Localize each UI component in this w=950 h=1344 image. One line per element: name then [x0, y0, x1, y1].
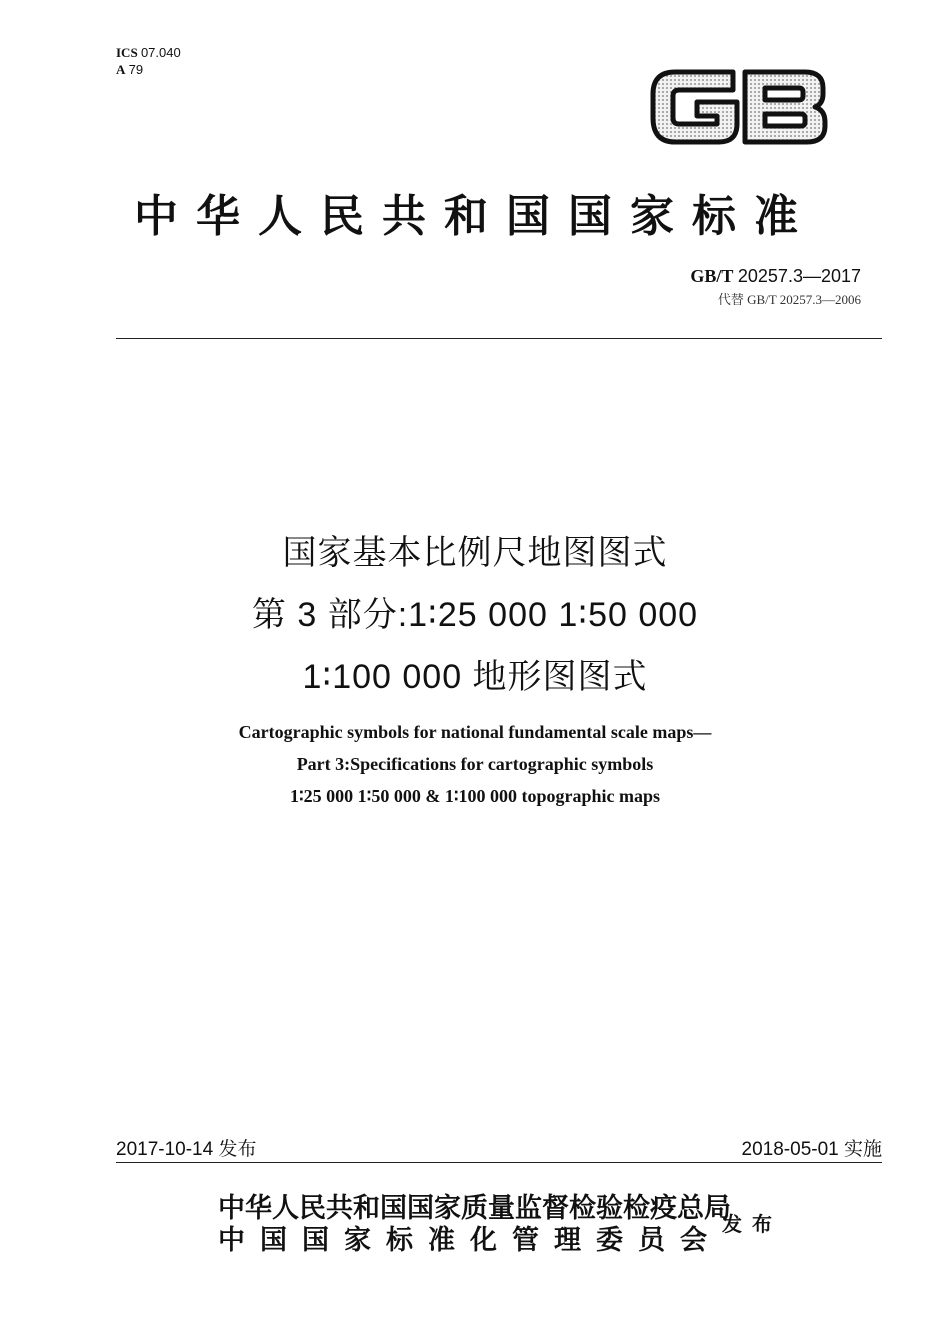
- standard-number: [690, 266, 861, 287]
- standard-code-number: 20257.3—2017: [737, 266, 861, 286]
- ics-label: ICS: [116, 45, 138, 60]
- english-title-line-3: 1∶25 000 1∶50 000 & 1∶100 000 topographic maps: [289, 786, 661, 806]
- standard-code-prefix: GB/T: [690, 266, 734, 286]
- ics-line: [116, 44, 181, 61]
- ics-code: 07.040: [140, 45, 181, 60]
- publish-label: 发布: [722, 1214, 782, 1236]
- chinese-title-line-1: 国家基本比例尺地图图式: [282, 534, 668, 572]
- english-title-line-1: Cartographic symbols for national fundamental scale maps—: [238, 722, 712, 742]
- issuing-authorities: [218, 1192, 731, 1256]
- ccs-line: [116, 61, 181, 78]
- gb-logo: [645, 58, 831, 154]
- issuer-line-2: 中国国家标准化管理委员会: [218, 1225, 722, 1255]
- standard-code-block: [690, 266, 861, 308]
- top-divider: [116, 338, 882, 339]
- bottom-divider: [116, 1162, 882, 1163]
- classification-codes: [116, 44, 181, 78]
- ccs-code: 79: [128, 62, 144, 77]
- national-standard-title: 中华人民共和国国家标准: [134, 192, 816, 241]
- chinese-title-line-2: 第 3 部分:1∶25 000 1∶50 000: [251, 596, 699, 634]
- english-title-line-2: Part 3:Specifications for cartographic symbols: [296, 754, 654, 774]
- english-title: [0, 716, 950, 812]
- issuer-line-1: 中华人民共和国国家质量监督检验检疫总局: [218, 1193, 731, 1223]
- issue-date: 2017-10-14 发布: [116, 1139, 257, 1160]
- ccs-label: A: [116, 62, 126, 77]
- implementation-date: 2018-05-01 实施: [741, 1139, 882, 1160]
- chinese-title-line-3: 1∶100 000 地形图图式: [302, 658, 648, 696]
- chinese-title: [0, 522, 950, 708]
- replaces-standard: 代替 GB/T 20257.3—2006: [717, 292, 861, 307]
